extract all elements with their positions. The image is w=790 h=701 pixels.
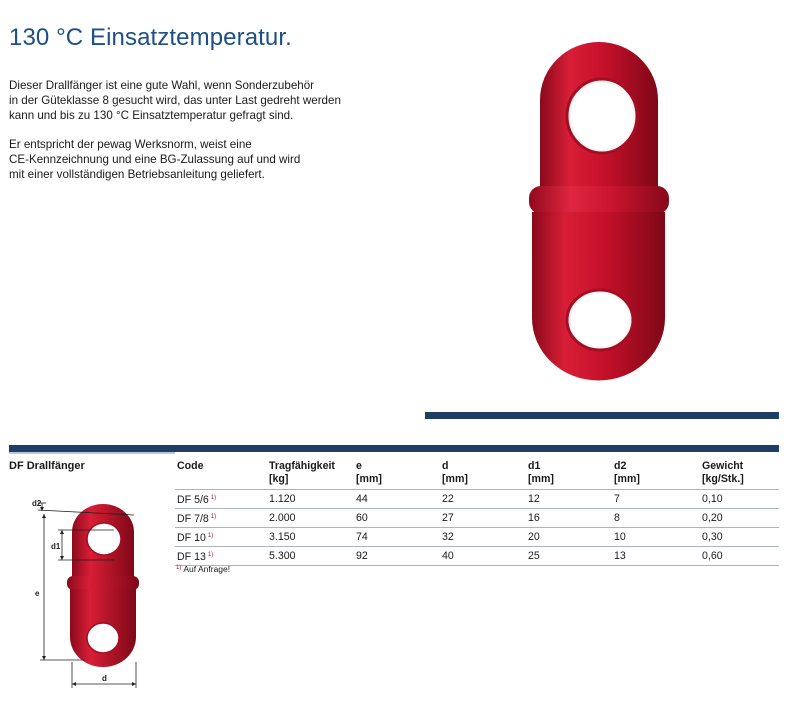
column-header: d [mm] — [442, 460, 468, 485]
table-header-band-accent — [9, 452, 175, 454]
cell-code: DF 13 $^{1)}$ — [175, 547, 267, 566]
cell: 1.120 — [267, 490, 354, 509]
column-header: Tragfähigkeit [kg] — [269, 460, 335, 485]
cell: 0,10 — [700, 490, 779, 509]
cell: 27 — [440, 509, 526, 528]
column-header: e [mm] — [356, 460, 382, 485]
column-header: Gewicht [kg/Stk.] — [702, 460, 744, 485]
cell: 7 — [612, 490, 700, 509]
cell: 22 — [440, 490, 526, 509]
cell: 25 — [526, 547, 612, 566]
cell: 60 — [354, 509, 440, 528]
diagram-collar — [67, 576, 139, 590]
column-header: Code — [177, 460, 204, 472]
column-header: d1 [mm] — [528, 460, 554, 485]
cell: 74 — [354, 528, 440, 547]
diagram-upper-hole — [87, 523, 121, 555]
cell: 0,20 — [700, 509, 779, 528]
table-header-band — [9, 445, 779, 452]
intro-line: Dieser Drallfänger ist eine gute Wahl, wenn Sonderzubehör — [9, 79, 315, 92]
dimension-diagram — [24, 492, 150, 692]
cell: 2.000 — [267, 509, 354, 528]
cell: 5.300 — [267, 547, 354, 566]
footnote-text: Auf Anfrage! — [183, 564, 231, 574]
intro-line: kann und bis zu 130 °C Einsatztemperatur gefragt sind. — [9, 109, 294, 122]
cell: 40 — [440, 547, 526, 566]
intro-line: Er entspricht der pewag Werksnorm, weist eine — [9, 138, 252, 151]
table-row — [175, 490, 779, 509]
cell: 13 — [612, 547, 700, 566]
divider-bar — [425, 412, 779, 419]
label-d1: d1 — [51, 542, 61, 551]
label-d2: d2 — [32, 499, 42, 508]
intro-line: CE-Kennzeichnung und eine BG-Zulassung auf und wird — [9, 153, 301, 166]
lower-eye-hole — [567, 290, 633, 350]
table-row — [175, 528, 779, 547]
cell-code: DF 5/6 $^{1)}$ — [175, 490, 267, 509]
cell: 0,60 — [700, 547, 779, 566]
specs-table — [175, 459, 779, 566]
cell: 92 — [354, 547, 440, 566]
table-header-row — [175, 459, 779, 490]
upper-eye-hole — [567, 79, 637, 153]
table-row — [175, 547, 779, 566]
intro-paragraph-2 — [9, 137, 389, 182]
cell-code: DF 10 $^{1)}$ — [175, 528, 267, 547]
cell: 12 — [526, 490, 612, 509]
footnote-marker: 1) — [176, 565, 182, 571]
cell: 20 — [526, 528, 612, 547]
cell: 0,30 — [700, 528, 779, 547]
label-d: d — [102, 674, 107, 683]
intro-line: in der Güteklasse 8 gesucht wird, das unter Last gedreht werden — [9, 94, 341, 107]
page-title: 130 °C Einsatztemperatur. — [9, 24, 292, 51]
cell: 44 — [354, 490, 440, 509]
diagram-lower-hole — [87, 623, 119, 653]
label-e: e — [35, 589, 40, 598]
swivel-product-image — [520, 38, 680, 398]
product-title: DF Drallfänger — [9, 460, 85, 472]
column-header: d2 [mm] — [614, 460, 640, 485]
intro-paragraph-1 — [9, 78, 389, 123]
cell: 8 — [612, 509, 700, 528]
cell-code: DF 7/8 $^{1)}$ — [175, 509, 267, 528]
swivel-collar — [529, 186, 669, 214]
table-footnote — [176, 564, 230, 574]
table-row — [175, 509, 779, 528]
intro-line: mit einer vollständigen Betriebsanleitung geliefert. — [9, 168, 265, 181]
cell: 16 — [526, 509, 612, 528]
cell: 3.150 — [267, 528, 354, 547]
cell: 10 — [612, 528, 700, 547]
intro-text — [9, 78, 389, 196]
cell: 32 — [440, 528, 526, 547]
